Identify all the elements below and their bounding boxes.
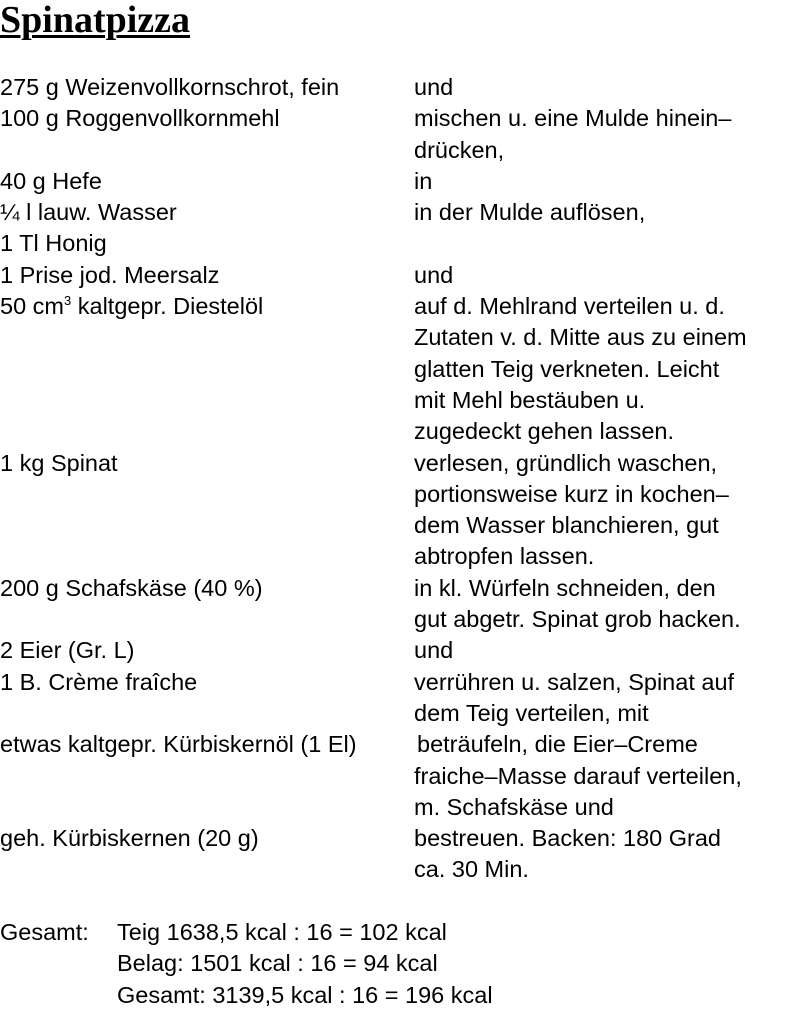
ingredient: 1 Tl Honig bbox=[0, 230, 107, 257]
recipe-title: Spinatpizza bbox=[0, 0, 191, 41]
ingredient: 100 g Roggenvollkornmehl bbox=[0, 105, 280, 132]
recipe-row bbox=[0, 291, 794, 322]
step: und bbox=[414, 74, 454, 100]
recipe-row bbox=[0, 761, 794, 792]
step: verrühren u. salzen, Spinat auf bbox=[414, 668, 735, 695]
step: in der Mulde auflösen, bbox=[414, 199, 646, 226]
ingredient: 275 g Weizenvollkornschrot, fein bbox=[0, 74, 340, 100]
recipe-row bbox=[0, 260, 794, 291]
recipe-row bbox=[0, 385, 794, 416]
step: in bbox=[414, 167, 433, 194]
recipe-row bbox=[0, 823, 794, 854]
ingredient-prefix: 50 cm bbox=[0, 293, 64, 320]
step: portionsweise kurz in kochen– bbox=[414, 480, 729, 507]
summary-line: Gesamt: 3139,5 kcal : 16 = 196 kcal bbox=[117, 981, 493, 1008]
step: zugedeckt gehen lassen. bbox=[414, 418, 674, 445]
recipe-row bbox=[0, 166, 794, 197]
recipe-row bbox=[0, 541, 794, 572]
step: ca. 30 Min. bbox=[414, 856, 529, 883]
step: und bbox=[414, 261, 454, 288]
summary-row bbox=[0, 917, 794, 948]
step: drücken, bbox=[414, 136, 505, 163]
step: auf d. Mehlrand verteilen u. d. bbox=[414, 293, 725, 320]
step: mischen u. eine Mulde hinein– bbox=[414, 105, 732, 132]
step: bestreuen. Backen: 180 Grad bbox=[414, 825, 722, 852]
summary-line: Teig 1638,5 kcal : 16 = 102 kcal bbox=[117, 919, 447, 945]
recipe-row bbox=[0, 573, 794, 604]
step: fraiche–Masse darauf verteilen, bbox=[414, 762, 742, 789]
recipe-row bbox=[0, 197, 794, 228]
step: dem Teig verteilen, mit bbox=[414, 699, 649, 726]
recipe-row bbox=[0, 479, 794, 510]
summary-line: Belag: 1501 kcal : 16 = 94 kcal bbox=[117, 950, 438, 977]
ingredient: 200 g Schafskäse (40 %) bbox=[0, 574, 263, 601]
ingredient-suffix: kaltgepr. Diestelöl bbox=[71, 293, 264, 320]
step: abtropfen lassen. bbox=[414, 543, 595, 570]
recipe-row bbox=[0, 510, 794, 541]
step: m. Schafskäse und bbox=[414, 793, 614, 820]
step: Zutaten v. d. Mitte aus zu einem bbox=[414, 324, 747, 351]
ingredient: 1 kg Spinat bbox=[0, 449, 118, 476]
ingredient: 40 g Hefe bbox=[0, 167, 102, 194]
recipe-row bbox=[0, 416, 794, 447]
recipe-row bbox=[0, 448, 794, 479]
recipe-row bbox=[0, 792, 794, 823]
recipe-body bbox=[0, 72, 794, 886]
recipe-row bbox=[0, 854, 794, 885]
superscript: 3 bbox=[64, 293, 72, 309]
calorie-summary bbox=[0, 917, 794, 1011]
step: in kl. Würfeln schneiden, den bbox=[414, 574, 716, 601]
recipe-row bbox=[0, 667, 794, 698]
summary-row bbox=[0, 948, 794, 979]
step: gut abgetr. Spinat grob hacken. bbox=[414, 606, 741, 633]
ingredient: 1 B. Crème fraîche bbox=[0, 668, 198, 695]
recipe-row bbox=[0, 729, 794, 760]
summary-row bbox=[0, 980, 794, 1011]
ingredient bbox=[0, 291, 263, 322]
recipe-row bbox=[0, 135, 794, 166]
recipe-row bbox=[0, 72, 794, 103]
ingredient: 1 Prise jod. Meersalz bbox=[0, 261, 220, 288]
step: mit Mehl bestäuben u. bbox=[414, 386, 646, 413]
summary-label: Gesamt: bbox=[0, 919, 89, 945]
recipe-row bbox=[0, 322, 794, 353]
recipe-row bbox=[0, 635, 794, 666]
ingredient: ¼ l lauw. Wasser bbox=[0, 199, 177, 226]
recipe-row bbox=[0, 604, 794, 635]
step: verlesen, gründlich waschen, bbox=[414, 449, 718, 476]
ingredient: etwas kaltgepr. Kürbiskernöl (1 El) bbox=[0, 731, 357, 758]
recipe-row bbox=[0, 698, 794, 729]
step: dem Wasser blanchieren, gut bbox=[414, 512, 719, 539]
step: und bbox=[414, 637, 454, 664]
recipe-row bbox=[0, 354, 794, 385]
recipe-row bbox=[0, 103, 794, 134]
step: beträufeln, die Eier–Creme bbox=[417, 731, 698, 758]
recipe-row bbox=[0, 228, 794, 259]
step: glatten Teig verkneten. Leicht bbox=[414, 355, 720, 382]
ingredient: 2 Eier (Gr. L) bbox=[0, 637, 135, 664]
ingredient: geh. Kürbiskernen (20 g) bbox=[0, 825, 259, 852]
